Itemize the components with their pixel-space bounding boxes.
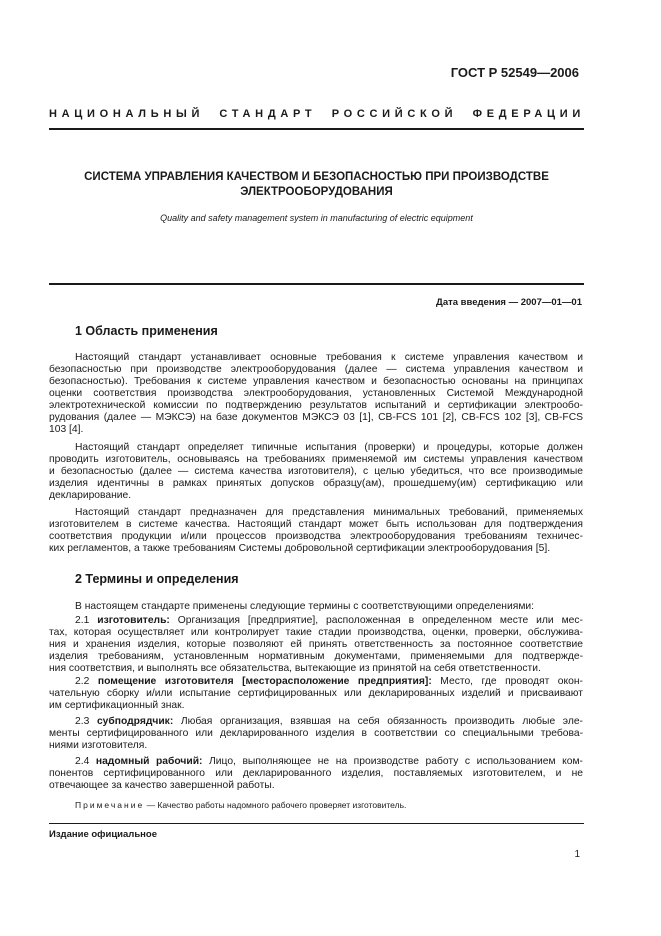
term-name: надомный рабочий: <box>95 756 203 767</box>
text-line: декларирование. <box>49 490 132 501</box>
text-line: изделия требованиям, установленным нормативным документами, применяемыми для подтвержде- <box>49 651 583 662</box>
text-line: ния и хранения изделия, которые позволяют ей принять ответственность за постоянное соответствие <box>49 639 583 650</box>
section-2-intro <box>75 601 583 613</box>
text-line: менты сертифицированного или декларированного изделия в соответствии со специальными требова- <box>49 728 583 739</box>
title-bottom-rule <box>49 283 584 285</box>
edition-label: Издание официальное <box>49 829 157 840</box>
term-definition: Место, где проводят окон- <box>431 676 583 687</box>
note-text: — Качество работы надомного рабочего проверяет изготовитель. <box>144 800 407 810</box>
term-number: 2.3 <box>75 716 97 727</box>
section-1-heading: 1 Область применения <box>75 324 218 338</box>
text-line: и безопасностью (далее — система качества изготовителя), с целью убедиться, что все производимые <box>49 466 583 477</box>
text-line: ких регламентов, а также требованиям Системы добровольной сертификации электрооборудования [5]. <box>49 543 551 554</box>
text-line: им сертификационный знак. <box>49 700 185 711</box>
document-title <box>49 170 584 199</box>
text-line: соответствия продукции и/или процессов производства электрооборудования требованиям техничес- <box>49 531 583 542</box>
text-line: проводить изготовитель, основываясь на требованиях применяемой им системы управления качеством <box>49 454 583 465</box>
page-number: 1 <box>574 849 580 860</box>
text-line: электротехнической комиссии по подтверждению результатов испытаний и сертификации электрообо- <box>49 400 583 411</box>
standard-code: ГОСТ Р 52549—2006 <box>450 65 579 80</box>
term-2-4 <box>49 756 583 792</box>
title-line-1: СИСТЕМА УПРАВЛЕНИЯ КАЧЕСТВОМ И БЕЗОПАСНОСТЬЮ ПРИ ПРОИЗВОДСТВЕ <box>84 171 549 183</box>
section-1-paragraph-3-lines <box>49 507 583 555</box>
text-line: 103 [4]. <box>49 424 84 435</box>
section-2-heading: 2 Термины и определения <box>75 572 239 586</box>
text-line: ния соответствия, и выполнять все обязательства, вытекающие из принятой на себя ответственности. <box>49 663 541 674</box>
text-line: оценки соответствия производства электрооборудования, установленных Системой Международной <box>49 388 583 399</box>
term-name: субподрядчик: <box>96 716 174 727</box>
term-first-line <box>75 676 583 688</box>
term-definition: Лицо, выполняющее не на производстве работу с использованием ком- <box>202 756 583 767</box>
text-line: ниями изготовителя. <box>49 740 148 751</box>
term-name: помещение изготовителя [месторасположение предприятия]: <box>97 676 432 687</box>
note <box>75 800 406 810</box>
term-number: 2.2 <box>75 676 98 687</box>
text-line: чательную сборку и/или испытание сертифицированных или декларированных изделий и присваивают <box>49 688 583 699</box>
term-first-line <box>75 756 583 768</box>
text-line: понентов сертифицированного или декларированного изделия, поставляемых изготовителем, и не <box>49 768 583 779</box>
term-name: изготовитель: <box>97 615 170 626</box>
text-line: рудования (далее — МЭКСЭ) на базе документов МЭКСЭ 03 [1], CB-FCS 101 [2], CB-FCS 102 [3], CB-FCS <box>49 412 583 423</box>
term-first-line <box>75 615 583 627</box>
term-definition: Организация [предприятие], расположенная в определенном месте или мес- <box>169 615 583 626</box>
text-line: отвечающее за качество завершенной работы. <box>49 780 275 791</box>
term-number: 2.4 <box>75 756 96 767</box>
footer-rule <box>49 823 584 824</box>
text-line: изделия идентичны в рамках принятых допусков образцу(ам), прошедшему(им) сертификацию или <box>49 478 583 489</box>
note-label: Примечание <box>75 800 145 810</box>
title-line-2: ЭЛЕКТРООБОРУДОВАНИЯ <box>240 185 393 198</box>
term-2-1 <box>49 615 583 675</box>
national-standard-banner: НАЦИОНАЛЬНЫЙ СТАНДАРТ РОССИЙСКОЙ ФЕДЕРАЦИИ <box>49 108 585 120</box>
section-1-paragraph-1-lines <box>49 352 583 436</box>
term-number: 2.1 <box>75 615 98 626</box>
text-line: тах, которая осуществляет или контролирует такие стадии производства, оценки, проверки, обслужива- <box>49 627 583 638</box>
term-2-3 <box>49 716 583 752</box>
top-rule <box>49 128 584 130</box>
text-line: изготовителем в системе качества. Настоящий стандарт может быть использован для подтверждения <box>49 519 583 530</box>
english-title: Quality and safety management system in manufacturing of electric equipment <box>160 213 473 223</box>
text-line: Настоящий стандарт предназначен для представления минимальных требований, применяемых <box>75 507 583 518</box>
text-line: безопасностью при производстве электрооборудования (далее — система управления качеством и <box>49 364 583 375</box>
text-line: Настоящий стандарт устанавливает основные требования к системе управления качеством и <box>75 352 583 363</box>
term-first-line <box>75 716 583 728</box>
section-1-paragraph-2-lines <box>49 442 583 502</box>
term-definition: Любая организация, взявшая на себя обязанность производить любые эле- <box>173 716 583 727</box>
introduction-date: Дата введения — 2007—01—01 <box>436 297 582 308</box>
text-line: В настоящем стандарте применены следующие термины с соответствующими определениями: <box>75 601 535 612</box>
term-2-2 <box>49 676 583 712</box>
text-line: Настоящий стандарт определяет типичные испытания (проверки) и процедуры, которые должен <box>75 442 583 453</box>
text-line: безопасностью). Требования к системе управления качеством и безопасностью основаны на принципах <box>49 376 583 387</box>
